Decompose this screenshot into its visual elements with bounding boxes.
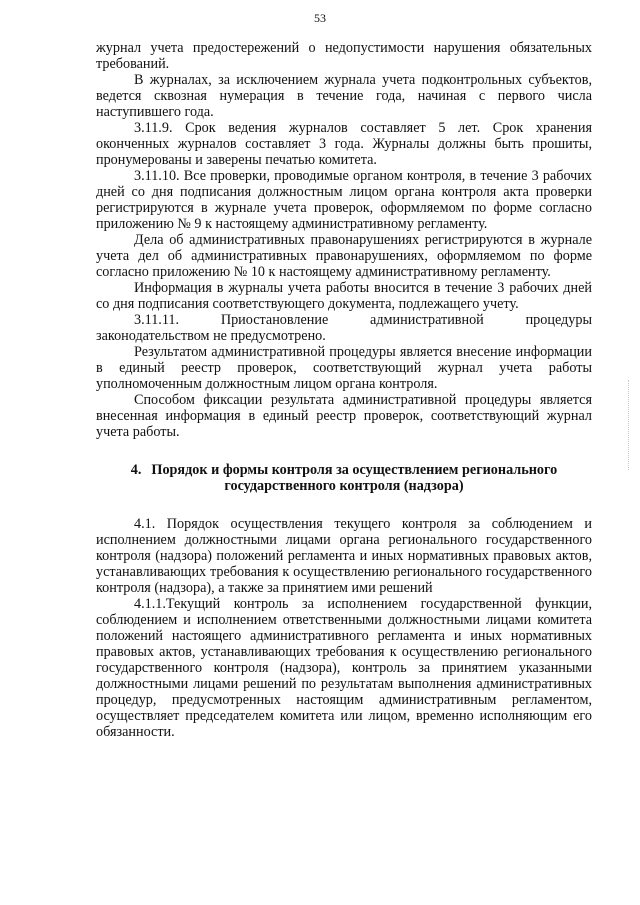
paragraph: 3.11.10. Все проверки, проводимые органом контроля, в течение 3 рабочих дней со дня подписания должностным лицом органа контроля акта проверки регистрируются в журнале учета проверок, оформляемом по форме согласно приложению № 9 к настоящему административному регламенту. <box>96 168 592 232</box>
paragraph: Дела об административных правонарушениях регистрируются в журнале учета дел об административных правонарушениях, оформляемом по форме согласно приложению № 10 к настоящему административному регламенту. <box>96 232 592 280</box>
paragraph: Информация в журналы учета работы вносится в течение 3 рабочих дней со дня подписания соответствующего документа, подлежащего учету. <box>96 280 592 312</box>
paragraph: журнал учета предостережений о недопустимости нарушения обязательных требований. <box>96 40 592 72</box>
page-number: 53 <box>314 11 326 25</box>
paragraph: 3.11.9. Срок ведения журналов составляет 5 лет. Срок хранения оконченных журналов составляет 3 года. Журналы должны быть прошиты, пронумерованы и заверены печатью комитета. <box>96 120 592 168</box>
section-heading <box>96 462 592 494</box>
section-number: 4. <box>130 462 142 478</box>
paragraph: 4.1. Порядок осуществления текущего контроля за соблюдением и исполнением должностными лицами органа регионального государственного контроля (надзора) положений регламента и иных нормативных правовых актов, устанавливающих требования к осуществлению регионального государственного контроля (надзора), а также за принятием ими решений <box>96 516 592 596</box>
paragraph: Результатом административной процедуры является внесение информации в единый реестр проверок, соответствующий журнал учета работы уполномоченным должностным лицом органа контроля. <box>96 344 592 392</box>
paragraph: 4.1.1.Текущий контроль за исполнением государственной функции, соблюдением и исполнением ответственными должностными лицами комитета положений настоящего административного регламента и иных нормативных правовых актов, устанавливающих требования к осуществлению регионального государственного контроля (надзора), контроль за принятием указанными должностными лицами решений по результатам выполнения административных процедур, предусмотренных настоящим административным регламентом, осуществляет председателем комитета или лицом, временно исполняющим его обязанности. <box>96 596 592 740</box>
document-body <box>96 40 592 740</box>
paragraph: Способом фиксации результата административной процедуры является внесенная информация в единый реестр проверок, соответствующий журнал учета работы. <box>96 392 592 440</box>
section-title: Порядок и формы контроля за осуществлением регионального государственного контроля (надзора) <box>151 462 558 494</box>
paragraph: В журналах, за исключением журнала учета подконтрольных субъектов, ведется сквозная нумерация в течение года, начиная с первого числа наступившего года. <box>96 72 592 120</box>
scan-artifact <box>628 380 630 470</box>
paragraph: 3.11.11. Приостановление административной процедуры законодательством не предусмотрено. <box>96 312 592 344</box>
